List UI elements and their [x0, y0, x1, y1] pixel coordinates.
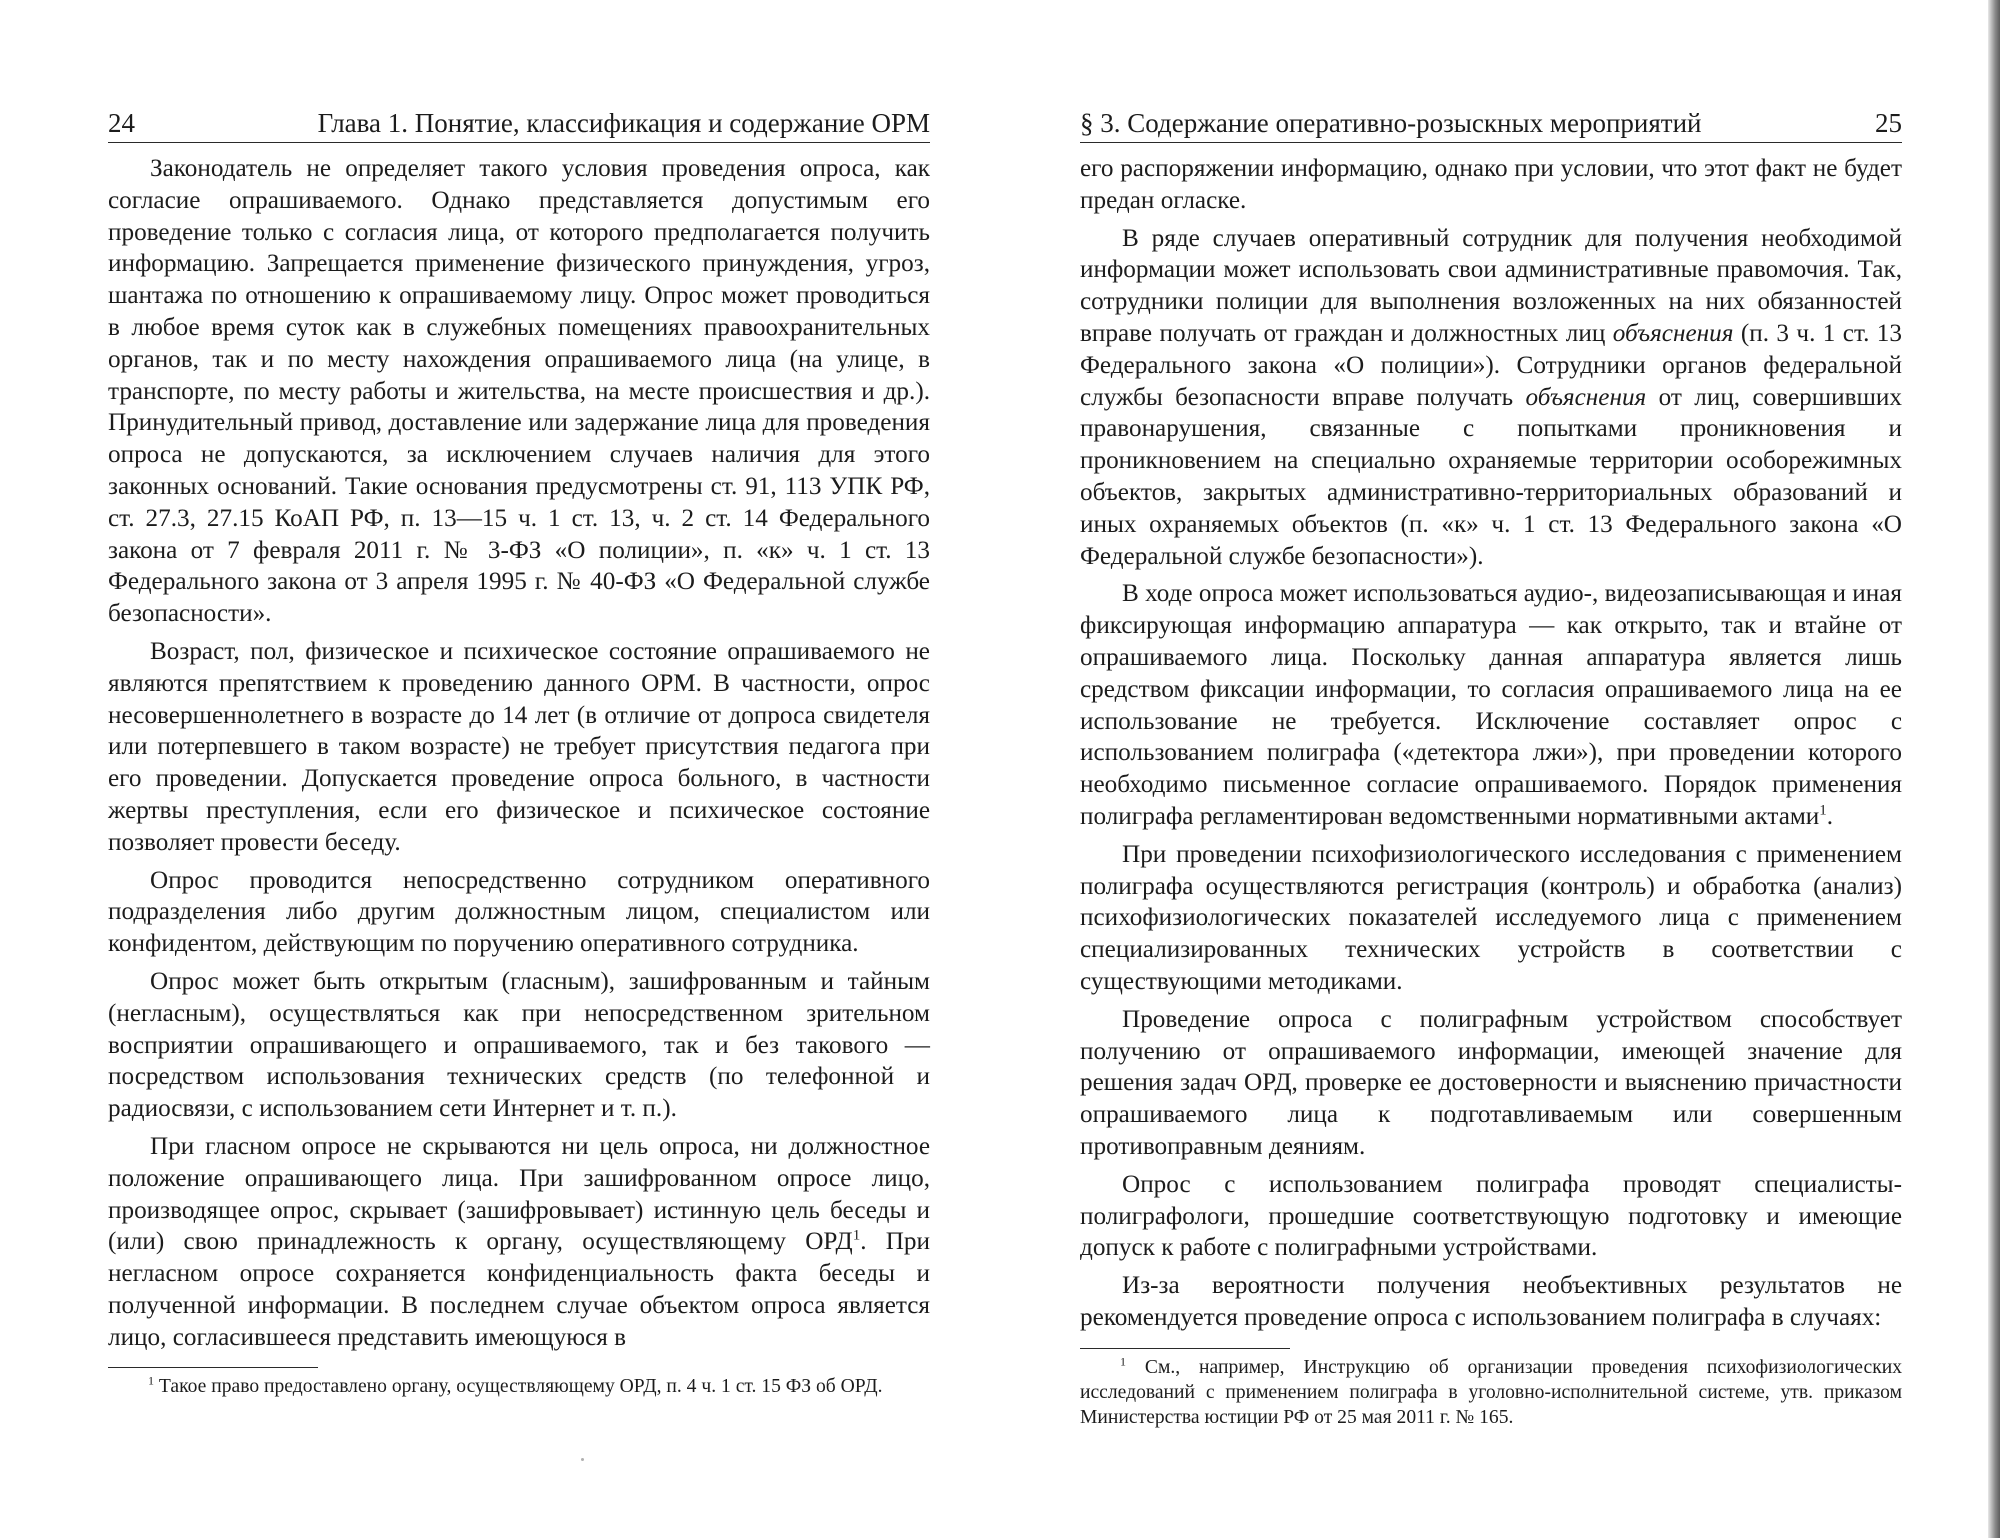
- body-text: [108, 153, 930, 1353]
- paragraph-text: В ходе опроса может использоваться аудио-, видеозаписывающая и иная фиксирующая информацию аппаратура — как открыто, так и втайне от опрашиваемого лица. Поскольку данная аппаратура является лишь средством фиксации информации, то согласия опрашиваемого лица на ее использование не требуется. Исключение составляет опрос с использованием полиграфа («детектора лжи»), при проведении которого необходимо письменное согласие опрашиваемого. Порядок применения полиграфа регламентирован ведомственными нормативными актами: [1080, 580, 1902, 830]
- paragraph: [108, 1131, 930, 1354]
- paragraph-text: (п. 3 ч. 1 ст. 13 Федерального закона «О полиции»). Сотрудники органов федеральной службы безопасности вправе получать: [1080, 319, 1902, 411]
- running-title: Глава 1. Понятие, классификация и содержание ОРМ: [317, 108, 930, 138]
- paragraph: [1080, 578, 1902, 832]
- footnote: [108, 1374, 930, 1399]
- paragraph: Законодатель не определяет такого условия проведения опроса, как согласие опрашиваемого. Однако представляется допустимым его проведение только с согласия лица, от которого предполагается получить информацию. Запрещается применение физического принуждения, угроз, шантажа по отношению к опрашиваемому лицу. Опрос может проводиться в любое время суток как в служебных помещениях правоохранительных органов, так и по месту нахождения опрашиваемого лица (на улице, в транспорте, по месту работы и жительства, на месте происшествия и др.). Принудительный привод, доставление или задержание лица для проведения опроса не допускаются, за исключением случаев наличия для этого законных оснований. Такие основания предусмотрены ст. 91, 113 УПК РФ, ст. 27.3, 27.15 КоАП РФ, п. 13—15 ч. 1 ст. 13, ч. 2 ст. 14 Федерального закона от 7 февраля 2011 г. № 3-ФЗ «О полиции», п. «к» ч. 1 ст. 13 Федерального закона от 3 апреля 1995 г. № 40-ФЗ «О Федеральной службе безопасности».: [108, 155, 930, 628]
- italic-term: объяснения: [1525, 383, 1647, 411]
- page-number: 24: [108, 108, 135, 138]
- footnote-reference[interactable]: 1: [1819, 802, 1827, 819]
- paragraph-text: При гласном опросе не скрываются ни цель опроса, ни должностное положение опрашивающего лица. При зашифрованном опросе лицо, производящее опрос, скрывает (зашифровывает) истинную цель беседы и (или) свою принадлежность к органу, осуществляющему ОРД: [108, 1132, 930, 1256]
- page-number: 25: [1875, 108, 1902, 138]
- paragraph: Из-за вероятности получения необъективных результатов не рекомендуется проведение опроса с использованием полиграфа в случаях:: [1080, 1272, 1902, 1331]
- body-text: [1080, 153, 1902, 1334]
- paragraph-text: от лиц, совершивших правонарушения, связанные с попытками проникновения и проникновением на специально охраняемые территории особорежимных объектов, закрытых административно-территориальных образований и иных охраняемых объектов (п. «к» ч. 1 ст. 13 Федерального закона «О Федеральной службе безопасности»).: [1080, 383, 1902, 570]
- scan-speck: [581, 1458, 584, 1461]
- running-title: § 3. Содержание оперативно-розыскных мероприятий: [1080, 108, 1702, 138]
- paragraph-text: .: [1826, 802, 1834, 830]
- paragraph-text: . При негласном опросе сохраняется конфиденциальность факта беседы и полученной информации. В последнем случае объектом опроса является лицо, согласившееся представить имеющуюся в: [108, 1228, 931, 1351]
- footnote-reference[interactable]: 1: [852, 1227, 861, 1244]
- footnote-text: См., например, Инструкцию об организации проведения психофизиологических исследований с применением полиграфа в уголовно-исполнительной системе, утв. приказом Министерства юстиции РФ от 25 мая 2011 г. № 165.: [1080, 1356, 1902, 1428]
- paragraph: [1080, 223, 1902, 573]
- paragraph: При проведении психофизиологического исследования с применением полиграфа осуществляются регистрация (контроль) и обработка (анализ) психофизиологических показателей исследуемого лица с применением специализированных технических устройств в соответствии с существующими методиками.: [1080, 840, 1902, 995]
- paragraph: Проведение опроса с полиграфным устройством способствует получению от опрашиваемого информации, имеющей значение для решения задач ОРД, проверке ее достоверности и выяснению причастности опрашиваемого лица к подготавливаемым или совершенным противоправным деяниям.: [1080, 1005, 1902, 1160]
- footnote: [1080, 1355, 1902, 1430]
- page-edge-shadow: [1988, 0, 2000, 1538]
- paragraph: Опрос может быть открытым (гласным), зашифрованным и тайным (негласным), осуществляться как при непосредственном зрительном восприятии опрашивающего и опрашиваемого, так и без такового — посредством использования технических средств (по телефонной и радиосвязи, с использованием сети Интернет и т. п.).: [108, 967, 930, 1123]
- footnote-text: Такое право предоставлено органу, осуществляющему ОРД, п. 4 ч. 1 ст. 15 ФЗ об ОРД.: [154, 1376, 883, 1398]
- italic-term: объяснения: [1612, 319, 1734, 347]
- footnote-marker: 1: [1120, 1354, 1126, 1369]
- paragraph: Опрос с использованием полиграфа проводят специалисты-полиграфологи, прошедшие соответствующую подготовку и имеющие допуск к работе с полиграфными устройствами.: [1080, 1170, 1902, 1262]
- footnote-divider: [1080, 1348, 1290, 1349]
- running-head: [1080, 106, 1902, 143]
- footnote-divider: [108, 1367, 318, 1368]
- footnote-marker: 1: [148, 1373, 154, 1388]
- paragraph: Опрос проводится непосредственно сотрудником оперативного подразделения либо другим должностным лицом, специалистом или конфидентом, действующим по поручению оперативного сотрудника.: [108, 866, 930, 958]
- paragraph-text: В ряде случаев оперативный сотрудник для получения необходимой информации может использовать свои административные правомочия. Так, сотрудники полиции для выполнения возложенных на них обязанностей вправе получать от граждан и должностных лиц: [1080, 224, 1902, 347]
- right-page: [1080, 106, 1902, 1430]
- left-page: [108, 106, 930, 1399]
- paragraph-continued: его распоряжении информацию, однако при условии, что этот факт не будет предан огласке.: [1080, 155, 1902, 214]
- paragraph: Возраст, пол, физическое и психическое состояние опрашиваемого не являются препятствием к проведению данного ОРМ. В частности, опрос несовершеннолетнего в возрасте до 14 лет (в отличие от допроса свидетеля или потерпевшего в таком возрасте) не требует присутствия педагога при его проведении. Допускается проведение опроса больного, в частности жертвы преступления, если его физическое и психическое состояние позволяет провести беседу.: [108, 637, 930, 856]
- running-head: [108, 106, 930, 143]
